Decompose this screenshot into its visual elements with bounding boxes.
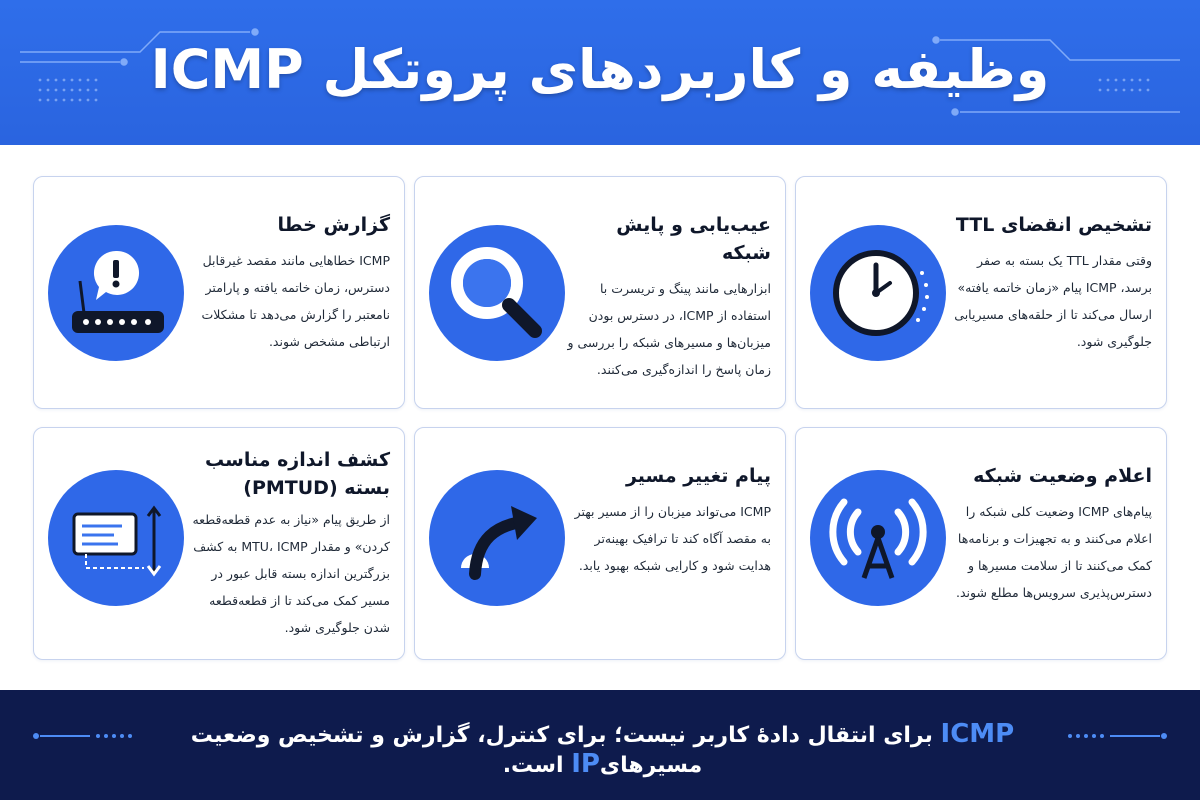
footer-highlight-ip: IP [571,749,600,779]
clock-icon [810,225,946,361]
card-description: وقتی مقدار TTL یک بسته به صفر برسد، ICMP پیام «زمان خاتمه یافته» ارسال می‌کند تا از حلقه‌های مسیریابی جلوگیری شود. [954,253,1152,349]
magnifier-icon [429,225,565,361]
footer-banner [0,690,1200,800]
footer-highlight-icmp: ICMP [940,719,1015,749]
router-alert-icon [48,225,184,361]
card-description: از طریق پیام «نیاز به عدم قطعه‌قطعه کردن» و مقدار MTU، ICMP به کشف بزرگترین اندازه بسته قابل عبور در مسیر کمک می‌کند تا از قطعه‌قطعه شدن جلوگیری شود. [192,512,390,635]
card-title: اعلام وضعیت شبکه [973,465,1152,487]
card-title: تشخیص انقضای TTL [955,214,1152,236]
card-error-report [33,176,405,409]
card-description: ICMP می‌تواند میزبان را از مسیر بهتر به مقصد آگاه کند تا ترافیک بهینه‌تر هدایت شود و کارایی شبکه بهبود یابد. [574,504,771,573]
card-title: کشف اندازه مناسب بسته (PMTUD) [205,449,390,499]
card-ttl-expiry [795,176,1167,409]
card-title: پیام تغییر مسیر [625,465,771,487]
card-redirect [414,427,786,660]
footer-summary [150,719,1055,779]
card-title: عیب‌یابی و پایش شبکه [616,214,771,264]
page-title: وظیفه و کاربردهای پروتکل ICMP [150,38,1050,101]
header-banner [0,0,1200,145]
card-description: ICMP خطاهایی مانند مقصد غیرقابل دسترس، زمان خاتمه یافته و پارامتر نامعتبر را گزارش می‌دهد تا مشکلات ارتباطی مشخص شوند. [201,253,390,349]
card-network-status [795,427,1167,660]
footer-text-end: است. [502,753,572,778]
redirect-arrow-icon [429,470,565,606]
card-title: گزارش خطا [277,214,390,236]
footer-text: برای انتقال دادهٔ کاربر نیست؛ برای کنترل، گزارش و تشخیص وضعیت مسیرهای [190,723,941,778]
card-pmtud [33,427,405,660]
antenna-icon [810,470,946,606]
card-troubleshooting [414,176,786,409]
card-description: ابزارهایی مانند پینگ و تریسرت با استفاده از ICMP، در دسترس بودن میزبان‌ها و مسیرهای شبکه را بررسی و زمان پاسخ را اندازه‌گیری می‌کنند. [567,281,771,377]
packet-size-icon [48,470,184,606]
card-description: پیام‌های ICMP وضعیت کلی شبکه را اعلام می‌کنند و به تجهیزات و برنامه‌ها کمک می‌کنند تا از سلامت مسیرها و دسترس‌پذیری سرویس‌ها مطلع شوند. [956,504,1152,600]
